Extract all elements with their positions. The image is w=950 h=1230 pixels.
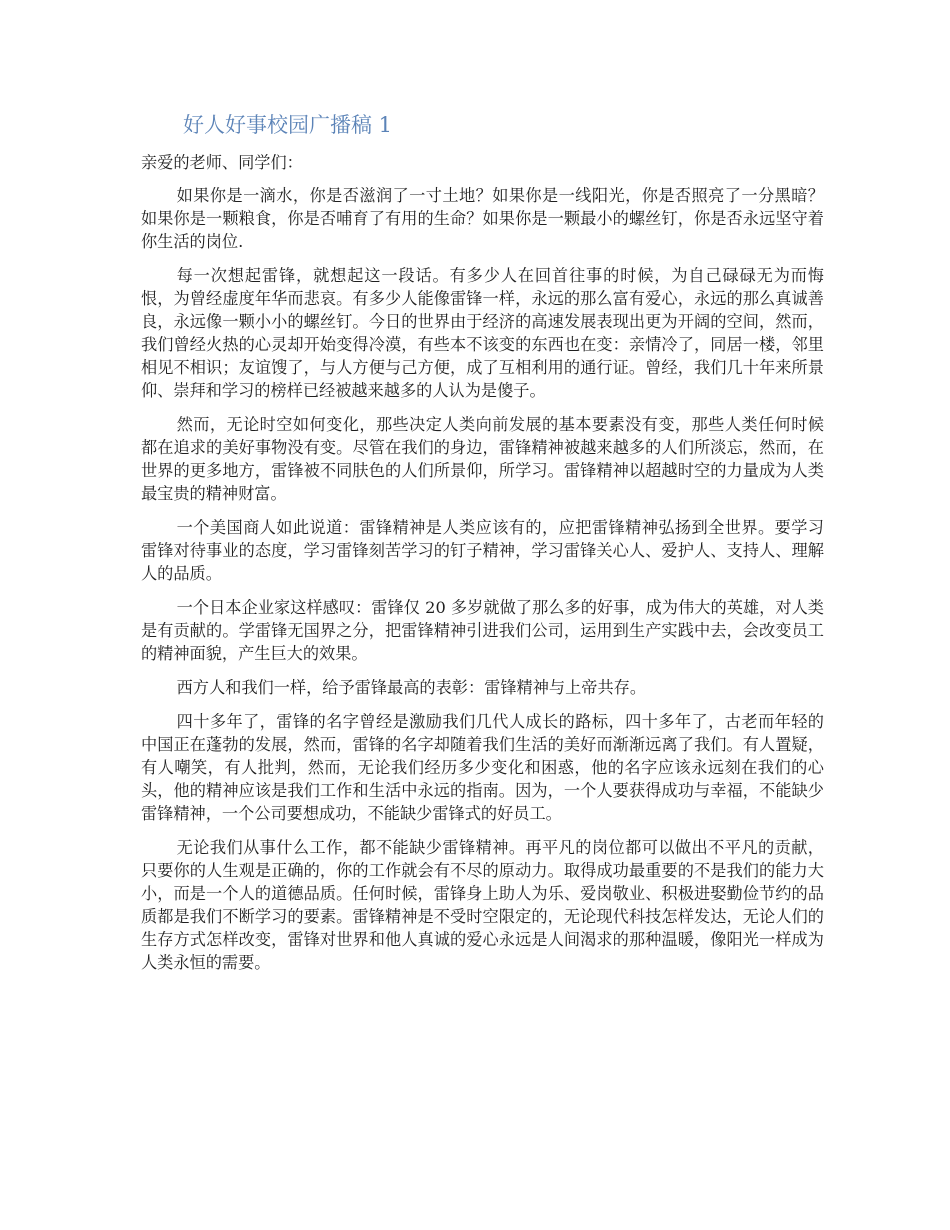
paragraph-4: 一个美国商人如此说道：雷锋精神是人类应该有的，应把雷锋精神弘扬到全世界。要学习雷锋对待事业的态度，学习雷锋刻苦学习的钉子精神，学习雷锋关心人、爱护人、支持人、理解人的品质。 — [141, 518, 824, 583]
greeting-line: 亲爱的老师、同学们： — [141, 153, 303, 172]
paragraph-8: 无论我们从事什么工作，都不能缺少雷锋精神。再平凡的岗位都可以做出不平凡的贡献，只要你的人生观是正确的，你的工作就会有不尽的原动力。取得成功最重要的不是我们的能力大小，而是一个人的道德品质。任何时候，雷锋身上助人为乐、爱岗敬业、积极进娶勤俭节约的品质都是我们不断学习的要素。雷锋精神是不受时空限定的，无论现代科技怎样发达，无论人们的生存方式怎样改变，雷锋对世界和他人真诚的爱心永远是人间渴求的那种温暖，像阳光一样成为人类永恒的需要。 — [141, 838, 824, 972]
document-title: 好人好事校园广播稿 1 — [183, 113, 393, 137]
paragraph-7: 四十多年了，雷锋的名字曾经是激励我们几代人成长的路标，四十多年了，古老而年轻的中国正在蓬勃的发展，然而，雷锋的名字却随着我们生活的美好而渐渐远离了我们。有人置疑，有人嘲笑，有人批判，然而，无论我们经历多少变化和困惑，他的名字应该永远刻在我们的心头，他的精神应该是我们工作和生活中永远的指南。因为，一个人要获得成功与幸福，不能缺少雷锋精神，一个公司要想成功，不能缺少雷锋式的好员工。 — [141, 712, 824, 823]
document-body — [141, 151, 824, 985]
paragraph-1: 如果你是一滴水，你是否滋润了一寸土地？如果你是一线阳光，你是否照亮了一分黑暗？如果你是一颗粮食，你是否哺育了有用的生命？如果你是一颗最小的螺丝钉，你是否永远坚守着你生活的岗位. — [141, 186, 824, 251]
paragraph-3: 然而，无论时空如何变化，那些决定人类向前发展的基本要素没有变，那些人类任何时候都在追求的美好事物没有变。尽管在我们的身边，雷锋精神被越来越多的人们所淡忘，然而，在世界的更多地方，雷锋被不同肤色的人们所景仰，所学习。雷锋精神以超越时空的力量成为人类最宝贵的精神财富。 — [141, 415, 824, 503]
paragraph-2: 每一次想起雷锋，就想起这一段话。有多少人在回首往事的时候，为自己碌碌无为而悔恨，为曾经虚度年华而悲哀。有多少人能像雷锋一样，永远的那么富有爱心，永远的那么真诚善良，永远像一颗小小的螺丝钉。今日的世界由于经济的高速发展表现出更为开阔的空间，然而，我们曾经火热的心灵却开始变得冷漠，有些本不该变的东西也在变：亲情冷了，同居一楼，邻里相见不相识；友谊馊了，与人方便与己方便，成了互相利用的通行证。曾经，我们几十年来所景仰、崇拜和学习的榜样已经被越来越多的人认为是傻子。 — [141, 266, 824, 400]
paragraph-6: 西方人和我们一样，给予雷锋最高的表彰：雷锋精神与上帝共存。 — [176, 678, 647, 697]
paragraph-5: 一个日本企业家这样感叹：雷锋仅 20 多岁就做了那么多的好事，成为伟大的英雄，对人类是有贡献的。学雷锋无国界之分，把雷锋精神引进我们公司，运用到生产实践中去，会改变员工的精神面貌，产生巨大的效果。 — [141, 598, 824, 663]
